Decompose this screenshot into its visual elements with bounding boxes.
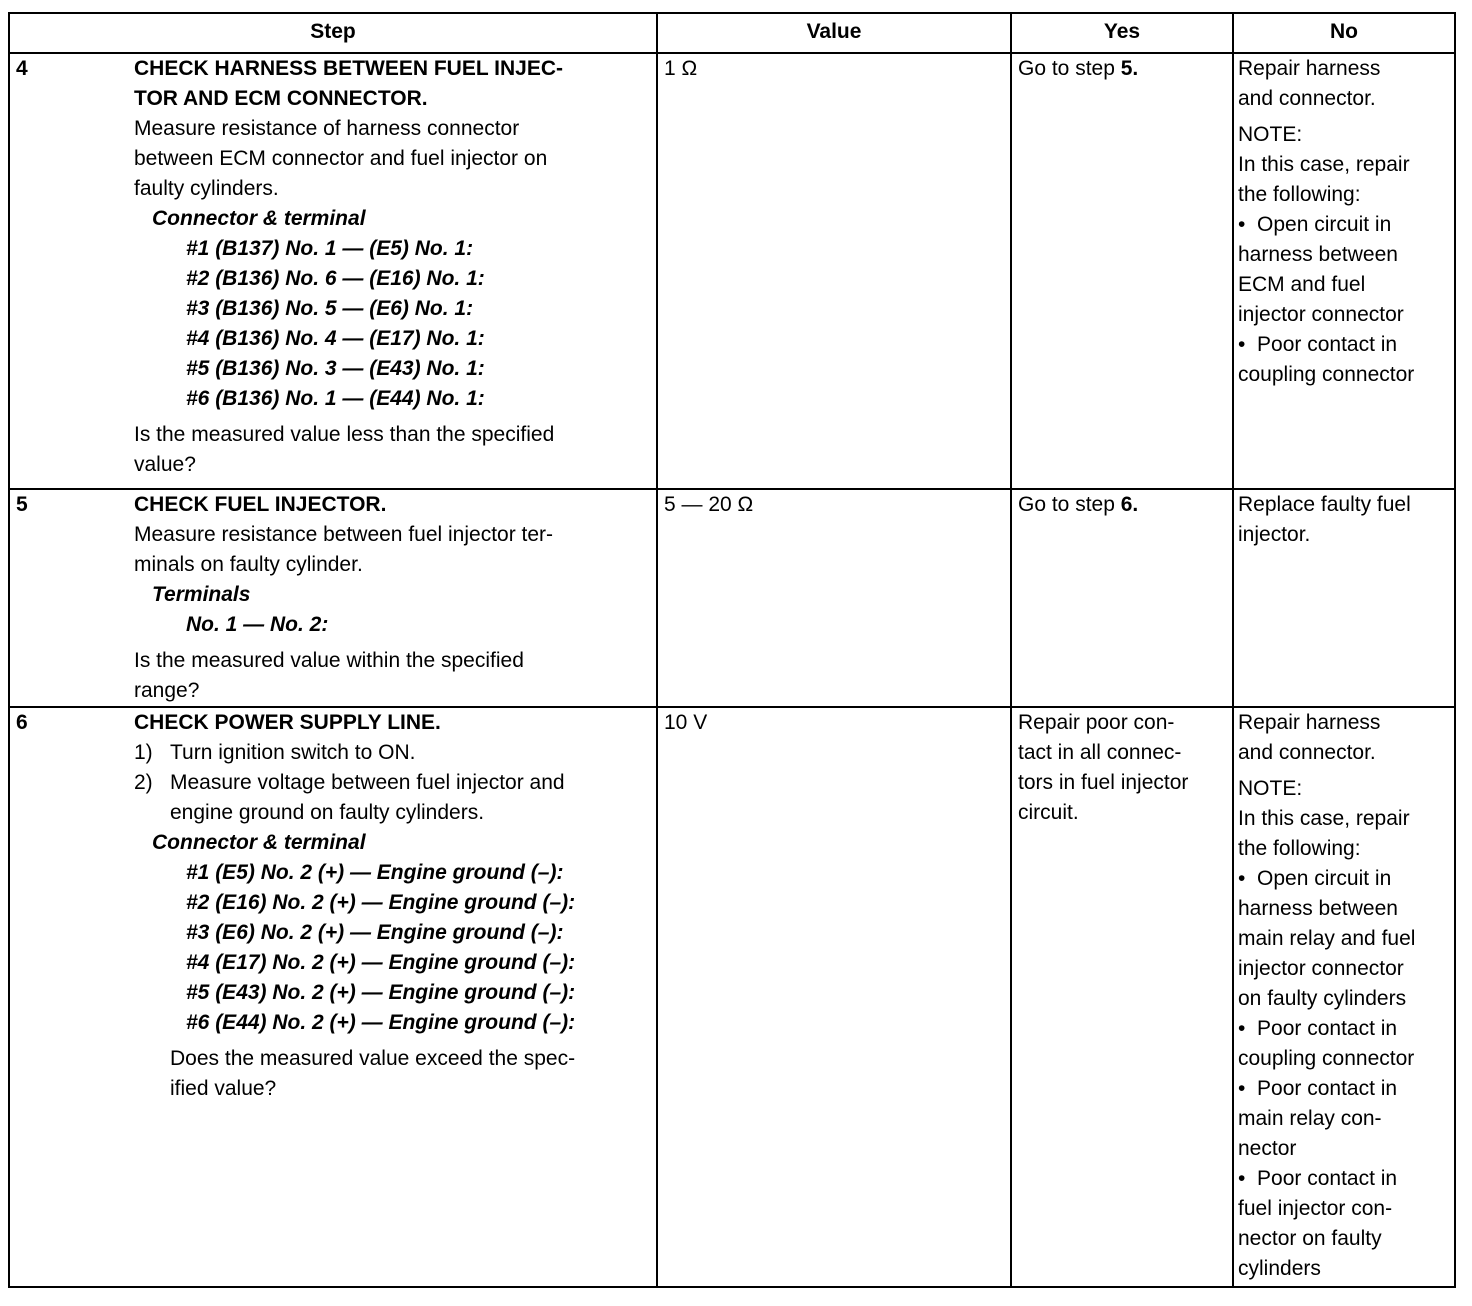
no-line: and connector. <box>1238 87 1376 110</box>
note-bullet-line: • Poor contact in <box>1238 1014 1452 1044</box>
note-bullet-line: on faulty cylinders <box>1238 987 1407 1010</box>
table-row-step-4 <box>9 53 1455 489</box>
instruction-line: minals on faulty cylinder. <box>134 553 363 576</box>
note-bullet-line: coupling connector <box>1238 363 1415 386</box>
yes-line: Repair poor con- <box>1018 711 1175 734</box>
procedure-step-text: Turn ignition switch to ON. <box>170 741 416 764</box>
note-bullet-line: • Poor contact in <box>1238 330 1452 360</box>
yes-step-ref: 6. <box>1120 493 1139 516</box>
note-line: the following: <box>1238 183 1361 206</box>
note-bullet-line: injector connector <box>1238 303 1404 326</box>
terminal-spec: #6 (E44) No. 2 (+) — Engine ground (–): <box>186 1011 576 1034</box>
note-bullet-line: harness between <box>1238 897 1398 920</box>
diagnostic-table <box>8 12 1456 1288</box>
no-cell <box>1233 489 1455 707</box>
header-step: Step <box>9 13 657 53</box>
step-title-line: CHECK HARNESS BETWEEN FUEL INJEC- <box>134 57 563 80</box>
note-bullet-line: main relay and fuel <box>1238 927 1416 950</box>
no-cell <box>1233 707 1455 1287</box>
terminal-spec: #1 (E5) No. 2 (+) — Engine ground (–): <box>186 861 564 884</box>
note-bullet-line: • Poor contact in <box>1238 1074 1452 1104</box>
note-bullet-line: • Poor contact in <box>1238 1164 1452 1194</box>
no-line: injector. <box>1238 523 1311 546</box>
value-cell: 10 V <box>657 707 1011 1287</box>
terminal-spec: #6 (B136) No. 1 — (E44) No. 1: <box>186 387 485 410</box>
step-number: 4 <box>16 57 28 80</box>
connector-label: Connector & terminal <box>152 831 366 854</box>
table-row-step-5 <box>9 489 1455 707</box>
yes-line: tors in fuel injector <box>1018 771 1189 794</box>
no-line: Repair harness <box>1238 711 1381 734</box>
terminal-spec: #4 (B136) No. 4 — (E17) No. 1: <box>186 327 485 350</box>
yes-text: Go to step <box>1018 493 1121 516</box>
terminal-spec: #2 (E16) No. 2 (+) — Engine ground (–): <box>186 891 576 914</box>
header-no: No <box>1233 13 1455 53</box>
procedure-step <box>134 768 652 798</box>
procedure-step-text: Measure voltage between fuel injector and <box>170 771 565 794</box>
note-bullet-line: nector <box>1238 1137 1297 1160</box>
table-row-step-6 <box>9 707 1455 1287</box>
yes-step-ref: 5. <box>1120 57 1139 80</box>
instruction-line: Measure resistance between fuel injector ter- <box>134 523 554 546</box>
terminal-spec: No. 1 — No. 2: <box>186 613 329 636</box>
question-line: range? <box>134 679 200 702</box>
yes-cell <box>1011 489 1233 707</box>
value-cell: 1 Ω <box>657 53 1011 489</box>
note-title: NOTE: <box>1238 777 1303 800</box>
step-title-line: CHECK FUEL INJECTOR. <box>134 493 387 516</box>
step-cell <box>9 489 657 707</box>
question-line: Does the measured value exceed the spec- <box>170 1047 576 1070</box>
note-bullet-line: fuel injector con- <box>1238 1197 1393 1220</box>
step-title-line: CHECK POWER SUPPLY LINE. <box>134 711 441 734</box>
question-line: ified value? <box>170 1077 277 1100</box>
step-title-line: TOR AND ECM CONNECTOR. <box>134 87 428 110</box>
step-number: 6 <box>16 711 28 734</box>
instruction-line: between ECM connector and fuel injector on <box>134 147 548 170</box>
header-row <box>9 13 1455 53</box>
terminal-spec: #3 (E6) No. 2 (+) — Engine ground (–): <box>186 921 564 944</box>
yes-line: circuit. <box>1018 801 1079 824</box>
step-number: 5 <box>16 493 28 516</box>
step-cell <box>9 53 657 489</box>
procedure-step-number: 1) <box>134 741 153 764</box>
yes-cell <box>1011 53 1233 489</box>
procedure-step <box>134 738 652 768</box>
note-bullet-line: cylinders <box>1238 1257 1321 1280</box>
header-value: Value <box>657 13 1011 53</box>
note-bullet-line: main relay con- <box>1238 1107 1382 1130</box>
note-bullet-line: nector on faulty <box>1238 1227 1382 1250</box>
terminal-spec: #4 (E17) No. 2 (+) — Engine ground (–): <box>186 951 576 974</box>
note-bullet-line: • Open circuit in <box>1238 210 1452 240</box>
note-bullet-line: harness between <box>1238 243 1398 266</box>
procedure-step-number: 2) <box>134 771 153 794</box>
note-title: NOTE: <box>1238 123 1303 146</box>
note-bullet-line: coupling connector <box>1238 1047 1415 1070</box>
note-bullet-line: injector connector <box>1238 957 1404 980</box>
yes-line: tact in all connec- <box>1018 741 1182 764</box>
step-cell <box>9 707 657 1287</box>
note-line: In this case, repair <box>1238 807 1410 830</box>
question-line: Is the measured value within the specified <box>134 649 524 672</box>
connector-label: Connector & terminal <box>152 207 366 230</box>
header-yes: Yes <box>1011 13 1233 53</box>
terminal-spec: #3 (B136) No. 5 — (E6) No. 1: <box>186 297 474 320</box>
note-bullet-line: • Open circuit in <box>1238 864 1452 894</box>
no-line: and connector. <box>1238 741 1376 764</box>
instruction-line: faulty cylinders. <box>134 177 279 200</box>
no-line: Repair harness <box>1238 57 1381 80</box>
note-bullet-line: ECM and fuel <box>1238 273 1366 296</box>
yes-text: Go to step <box>1018 57 1121 80</box>
terminal-spec: #5 (B136) No. 3 — (E43) No. 1: <box>186 357 485 380</box>
note-line: In this case, repair <box>1238 153 1410 176</box>
note-line: the following: <box>1238 837 1361 860</box>
procedure-step-text: engine ground on faulty cylinders. <box>170 801 485 824</box>
terminal-spec: #2 (B136) No. 6 — (E16) No. 1: <box>186 267 485 290</box>
instruction-line: Measure resistance of harness connector <box>134 117 520 140</box>
question-line: Is the measured value less than the specified <box>134 423 555 446</box>
terminals-label: Terminals <box>152 583 251 606</box>
terminal-spec: #1 (B137) No. 1 — (E5) No. 1: <box>186 237 474 260</box>
yes-cell <box>1011 707 1233 1287</box>
question-line: value? <box>134 453 196 476</box>
value-cell: 5 — 20 Ω <box>657 489 1011 707</box>
no-line: Replace faulty fuel <box>1238 493 1411 516</box>
no-cell <box>1233 53 1455 489</box>
terminal-spec: #5 (E43) No. 2 (+) — Engine ground (–): <box>186 981 576 1004</box>
